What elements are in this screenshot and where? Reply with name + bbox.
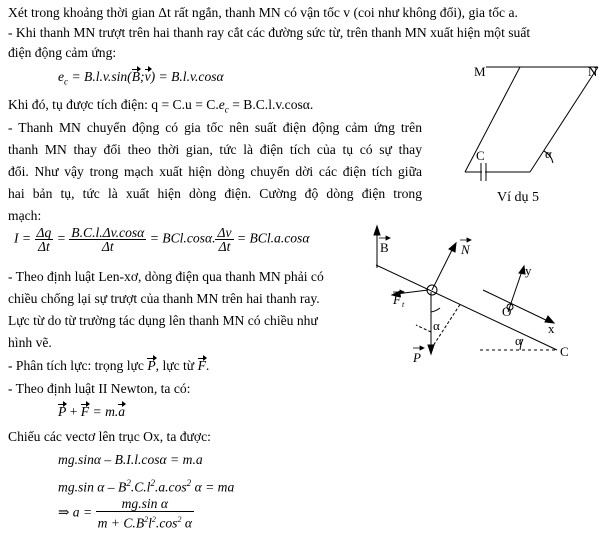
para2-line-5: hai bản tụ, tức là xuất hiện dòng điện. Cường độ dòng điện trong [8, 186, 422, 201]
label-c: C [476, 148, 485, 163]
newton-law-line: - Theo định luật II Newton, ta có: [8, 381, 191, 396]
x-axis [483, 290, 550, 322]
projection-eq-2: mg.sin α – $B^2.C.l^2.a.\cos^2$ α = ma [58, 478, 235, 495]
label-n: N [588, 64, 598, 79]
label-x: x [548, 321, 555, 336]
current-equation: I = $\frac{\Delta q}{\Delta t}$ = $\frac{B.C.l.\Delta v.\cos\alpha}{\Delta t}$ = BCl.cosα. $\frac{\Delta v}{\Delta t}$ = BCl.a.cosα [14, 225, 310, 254]
para3-line-3: Lực từ do từ trường tác dụng lên thanh MN có chiều như [8, 313, 318, 328]
left-rail [465, 67, 520, 172]
para2-line-2: - Thanh MN chuyển động có gia tốc nên suất điện động cảm ứng trên [8, 120, 422, 135]
figure-caption: Ví dụ 5 [497, 190, 539, 205]
label-p: P [413, 350, 421, 365]
intro-line-3: điện động cảm ứng: [8, 45, 117, 60]
label-b: B [380, 240, 389, 255]
para2-line-6: mạch: [8, 208, 42, 223]
label-alpha-2: α [515, 333, 522, 348]
vector-v: v [144, 69, 151, 84]
label-normal: N [461, 242, 470, 257]
para2-line-4: đổi. Như vậy trong mạch xuất hiện dòng chuyển dời các điện tích giữa [8, 164, 422, 179]
vector-p: P [147, 358, 156, 373]
projection-eq-1: mg.sinα – B.I.l.cosα = m.a [58, 452, 203, 467]
intro-line-2: - Khi thanh MN trượt trên hai thanh ray cắt các đường sức từ, trên thanh MN xuất hiện một suất [8, 25, 531, 40]
label-o: O [502, 304, 512, 319]
label-m: M [474, 64, 486, 79]
projection-line: Chiếu các vectơ lên trục Ox, ta được: [8, 429, 211, 444]
label-alpha: α [545, 146, 552, 161]
label-y: y [525, 263, 532, 278]
charge-line: Khi đó, tụ được tích điện: $q = C.u = C.e_c = B.C.l.v.\cos\alpha$. [8, 97, 314, 115]
right-rail [530, 67, 598, 172]
emf-equation: $e_c$ = B.l.v.sin(B;v) = B.l.v.cosα [58, 69, 224, 87]
label-c-2: C [560, 344, 569, 359]
label-f-sub: t [402, 300, 405, 309]
para2-line-3: thanh MN thay đổi theo thời gian, tức là điện tích của tụ có sự thay [8, 142, 422, 157]
label-alpha-1: α [433, 318, 440, 333]
intro-line-1: Xét trong khoảng thời gian Δt rất ngắn, thanh MN có vận tốc v (coi như không đổi), gia tốc a. [8, 5, 518, 20]
para3-line-1: - Theo định luật Len-xơ, dòng điện qua thanh MN phải có [8, 269, 324, 284]
label-f: F [393, 292, 401, 307]
vector-f: F [197, 358, 206, 373]
vector-b: B [131, 69, 141, 84]
force-analysis-line: - Phân tích lực: trọng lực P, lực từ F. [8, 358, 210, 373]
para3-line-2: chiều chống lại sự trượt của thanh MN trên hai thanh ray. [8, 291, 320, 306]
normal-vector [432, 248, 453, 290]
acceleration-result: ⇒ a = $\frac{\text{mg.sin α}}{m + C.B^2l^2.\cos^2 \alpha}$ [58, 496, 192, 531]
newton-equation: P + F = m.a [58, 404, 126, 419]
para3-line-4: hình vẽ. [8, 335, 52, 350]
